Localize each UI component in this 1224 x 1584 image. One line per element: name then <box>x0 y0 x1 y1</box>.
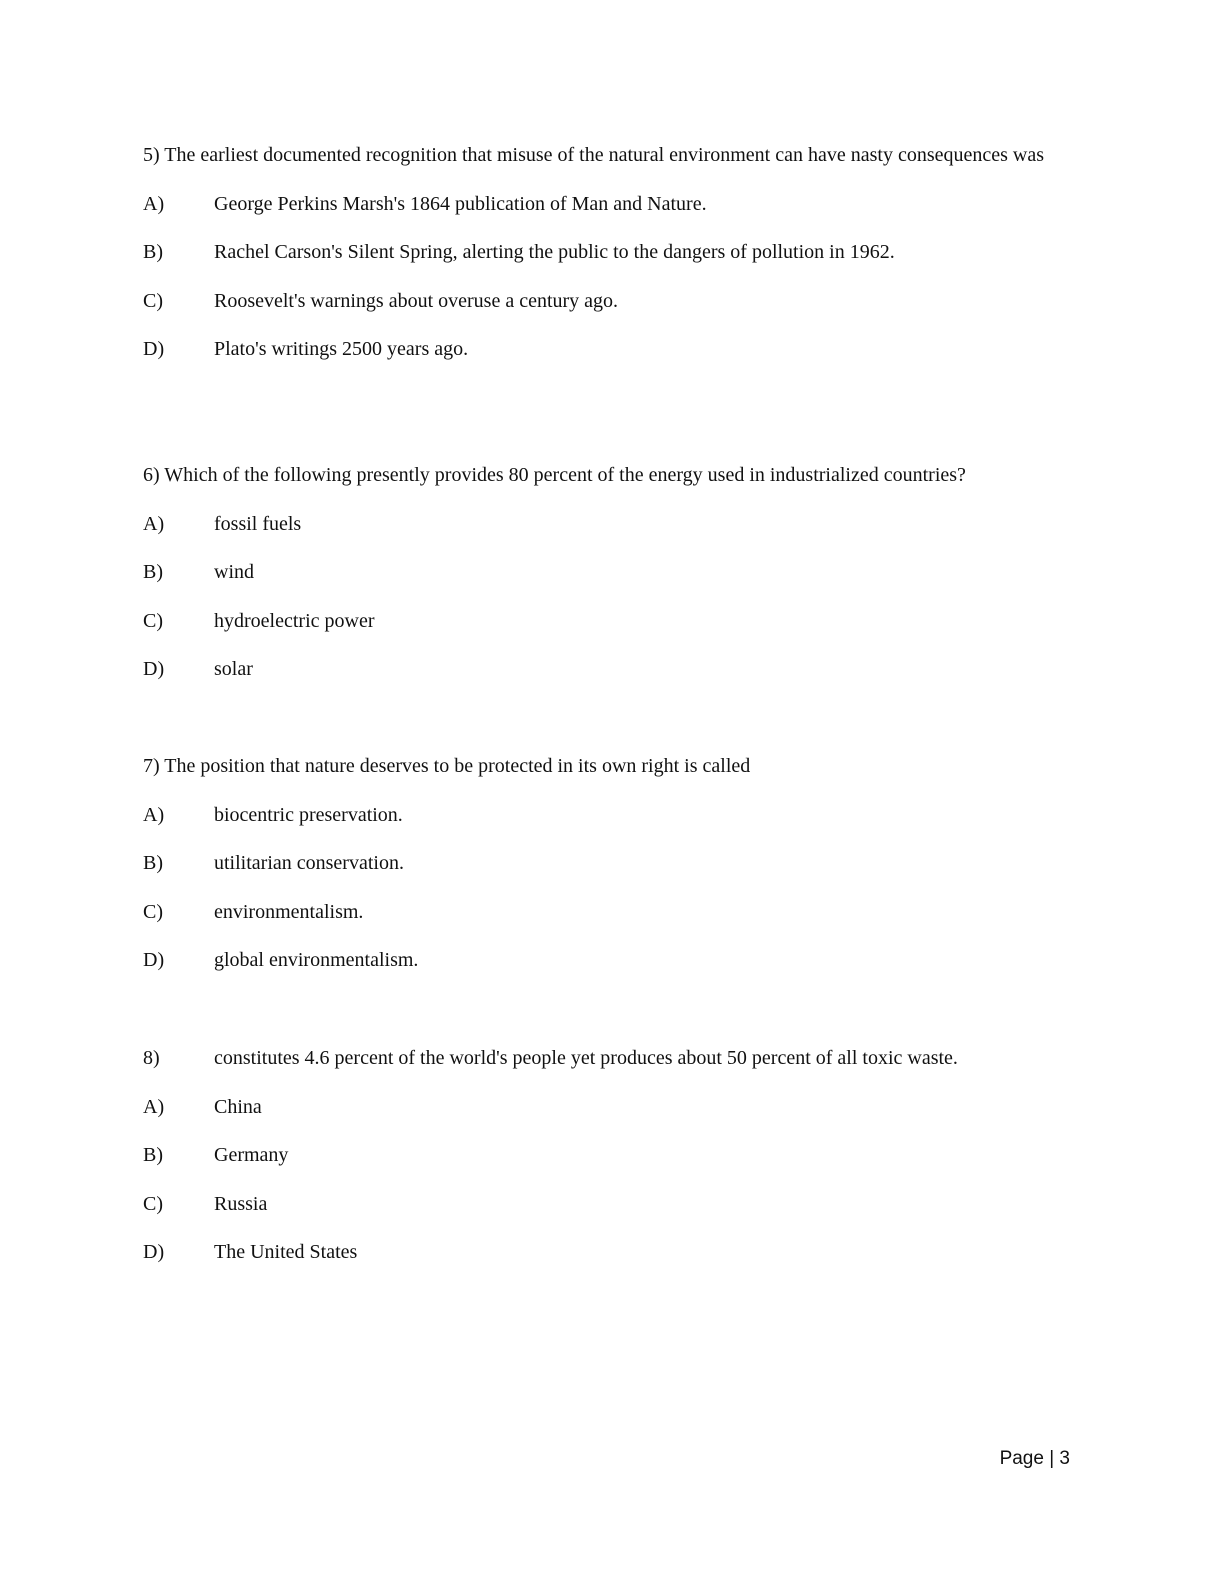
question-stem: 5) The earliest documented recognition that misuse of the natural environment can have nasty consequences was <box>143 144 1044 166</box>
question-6 <box>143 461 1063 684</box>
option-letter: B) <box>143 852 163 874</box>
question-7 <box>143 752 1063 975</box>
answer-option-d <box>143 655 1063 684</box>
question-stem: 7) The position that nature deserves to be protected in its own right is called <box>143 755 751 777</box>
answer-options <box>143 510 1063 685</box>
option-text: biocentric preservation. <box>214 803 403 826</box>
option-letter: C) <box>143 1192 163 1215</box>
answer-option-a <box>143 1093 1063 1122</box>
option-text: hydroelectric power <box>214 609 375 632</box>
answer-option-b <box>143 238 1063 267</box>
option-letter: D) <box>143 658 165 680</box>
question-number: 8) <box>143 1047 160 1069</box>
option-text: fossil fuels <box>214 512 302 535</box>
answer-option-b <box>143 558 1063 587</box>
question-stem <box>143 1044 1063 1073</box>
option-text: Rachel Carson's Silent Spring, alerting the public to the dangers of pollution in 1962. <box>214 241 895 263</box>
answer-option-a <box>143 801 1063 830</box>
option-letter: B) <box>143 561 163 583</box>
option-text: global environmentalism. <box>214 949 419 971</box>
option-text: wind <box>214 561 254 583</box>
option-letter: D) <box>143 949 165 971</box>
option-letter: A) <box>143 1095 165 1118</box>
answer-options <box>143 190 1063 365</box>
option-letter: A) <box>143 803 165 826</box>
option-letter: A) <box>143 512 165 535</box>
option-text: Germany <box>214 1144 289 1166</box>
question-stem: 6) Which of the following presently provides 80 percent of the energy used in industrialized countries? <box>143 464 966 486</box>
answer-option-a <box>143 510 1063 539</box>
option-text: Roosevelt's warnings about overuse a century ago. <box>214 289 619 312</box>
option-text: China <box>214 1095 262 1118</box>
option-text: George Perkins Marsh's 1864 publication of Man and Nature. <box>214 192 707 215</box>
question-stem-text: constitutes 4.6 percent of the world's people yet produces about 50 percent of all toxic waste. <box>214 1047 958 1069</box>
option-text: utilitarian conservation. <box>214 852 404 874</box>
option-letter: A) <box>143 192 165 215</box>
answer-option-c <box>143 1190 1063 1219</box>
answer-option-b <box>143 1141 1063 1170</box>
option-text: Russia <box>214 1192 268 1215</box>
option-letter: B) <box>143 1144 163 1166</box>
answer-option-d <box>143 946 1063 975</box>
option-letter: B) <box>143 241 163 263</box>
option-letter: C) <box>143 609 163 632</box>
answer-option-c <box>143 898 1063 927</box>
option-text: The United States <box>214 1241 358 1263</box>
option-letter: D) <box>143 1241 165 1263</box>
answer-option-c <box>143 287 1063 316</box>
page-number: Page | 3 <box>999 1448 1070 1469</box>
option-letter: C) <box>143 289 163 312</box>
answer-options <box>143 801 1063 976</box>
option-text: environmentalism. <box>214 900 364 923</box>
question-8 <box>143 1044 1063 1267</box>
option-text: solar <box>214 658 253 680</box>
answer-option-b <box>143 849 1063 878</box>
option-text: Plato's writings 2500 years ago. <box>214 338 469 360</box>
answer-options <box>143 1093 1063 1268</box>
question-5 <box>143 141 1063 364</box>
answer-option-d <box>143 1238 1063 1267</box>
option-letter: D) <box>143 338 165 360</box>
answer-option-d <box>143 335 1063 364</box>
answer-option-c <box>143 607 1063 636</box>
option-letter: C) <box>143 900 163 923</box>
answer-option-a <box>143 190 1063 219</box>
